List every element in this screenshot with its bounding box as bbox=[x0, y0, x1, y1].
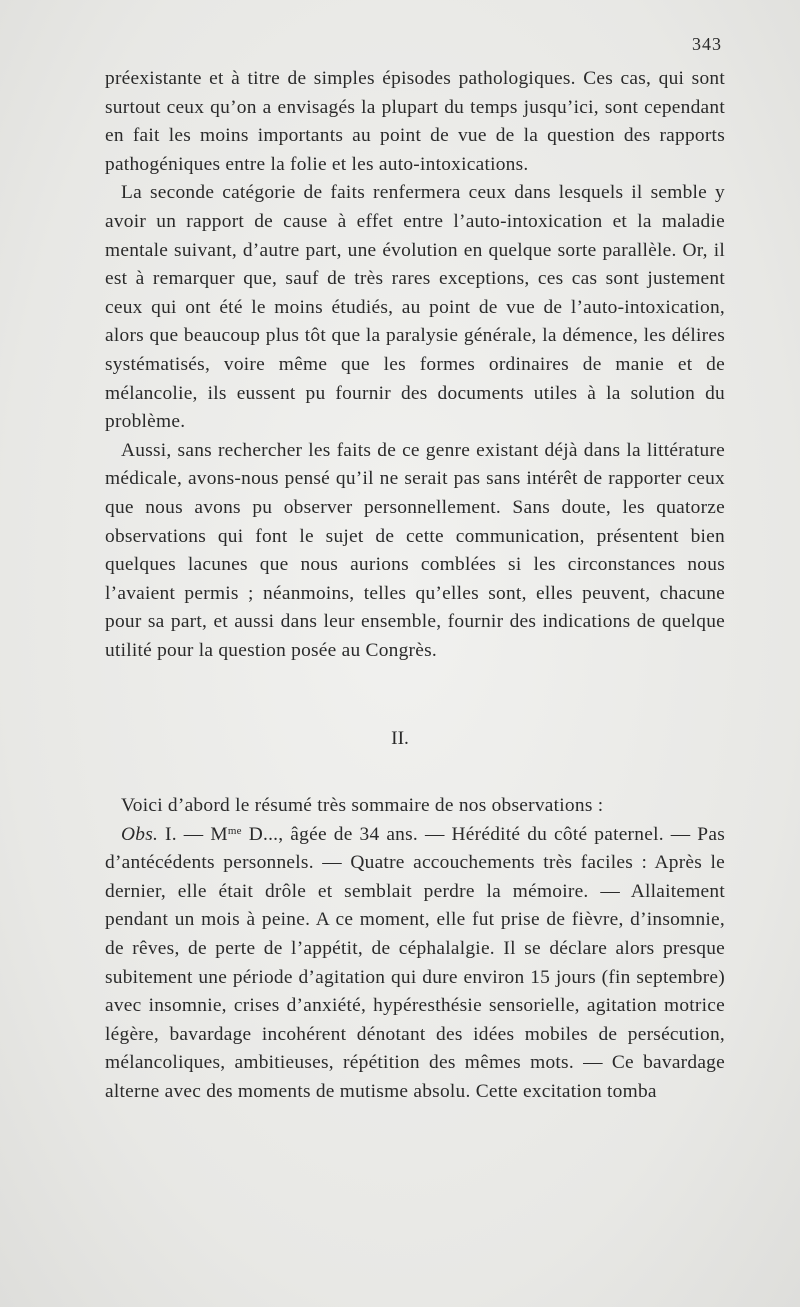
paragraph-second-category: La seconde catégorie de faits renfermera ceux dans lesquels il semble y avoir un rapport de cause à effet entre l’auto-intoxication et la maladie mentale suivant, d’autre part, une évolution en quelque sorte parallèle. Or, il est à remarquer que, sauf de très rares exceptions, ces cas sont justement ceux qui ont été le moins étudiés, au point de vue de l’auto-intoxication, alors que beaucoup plus tôt que la paralysie générale, la démence, les délires systématisés, voire même que les formes ordinaires de manie et de mélancolie, ils eussent pu fournir des documents utiles à la solution du problème. bbox=[105, 182, 725, 433]
observation-paragraph bbox=[105, 821, 725, 1107]
paragraph-continuation: préexistante et à titre de simples épisodes pathologiques. Ces cas, qui sont surtout ceux qu’on a envisagés la plupart du temps jusqu’ici, sont cependant en fait les moins importants au point de vue de la question des rapports pathogéniques entre la folie et les auto-intoxications. bbox=[105, 68, 725, 175]
observation-number: I. — M bbox=[158, 823, 228, 845]
page-number: 343 bbox=[692, 34, 722, 54]
observation-title-superscript: me bbox=[227, 824, 242, 837]
section-heading: II. bbox=[391, 728, 409, 749]
paragraph-aussi: Aussi, sans rechercher les faits de ce genre existant déjà dans la littérature médicale, avons-nous pensé qu’il ne serait pas sans intérêt de rapporter ceux que nous avons pu observer personnellement. Sans doute, les quatorze observations qui font le sujet de cette communication, présentent bien quelques lacunes que nous aurions comblées si les circonstances nous l’avaient permis ; néanmoins, telles qu’elles sont, elles peuvent, chacune pour sa part, et aussi dans leur ensemble, fournir des indications de quelque utilité pour la question posée au Congrès. bbox=[105, 439, 725, 661]
body-text-part2 bbox=[105, 792, 725, 1107]
observation-label: Obs. bbox=[121, 823, 159, 845]
observation-text: D..., âgée de 34 ans. — Hérédité du côté paternel. — Pas d’antécédents personnels. — Quatre accouchements très faciles : Après le dernier, elle était drôle et semblait perdre la mémoire. — Allaitement pendant un mois à peine. A ce moment, elle fut prise de fièvre, d’insomnie, de rêves, de perte de l’appétit, de céphalalgie. Il se déclare alors presque subitement une période d’agitation qui dure environ 15 jours (fin septembre) avec insomnie, crises d’anxiété, hypéresthésie sensorielle, agitation motrice légère, bavardage incohérent dénotant des idées mobiles de persécution, mélancoliques, ambitieuses, répétition des mêmes mots. — Ce bavardage alterne avec des moments de mutisme absolu. Cette excitation tomba bbox=[105, 823, 725, 1102]
body-text-part1 bbox=[105, 65, 725, 665]
paragraph-intro: Voici d’abord le résumé très sommaire de nos observations : bbox=[121, 795, 604, 816]
